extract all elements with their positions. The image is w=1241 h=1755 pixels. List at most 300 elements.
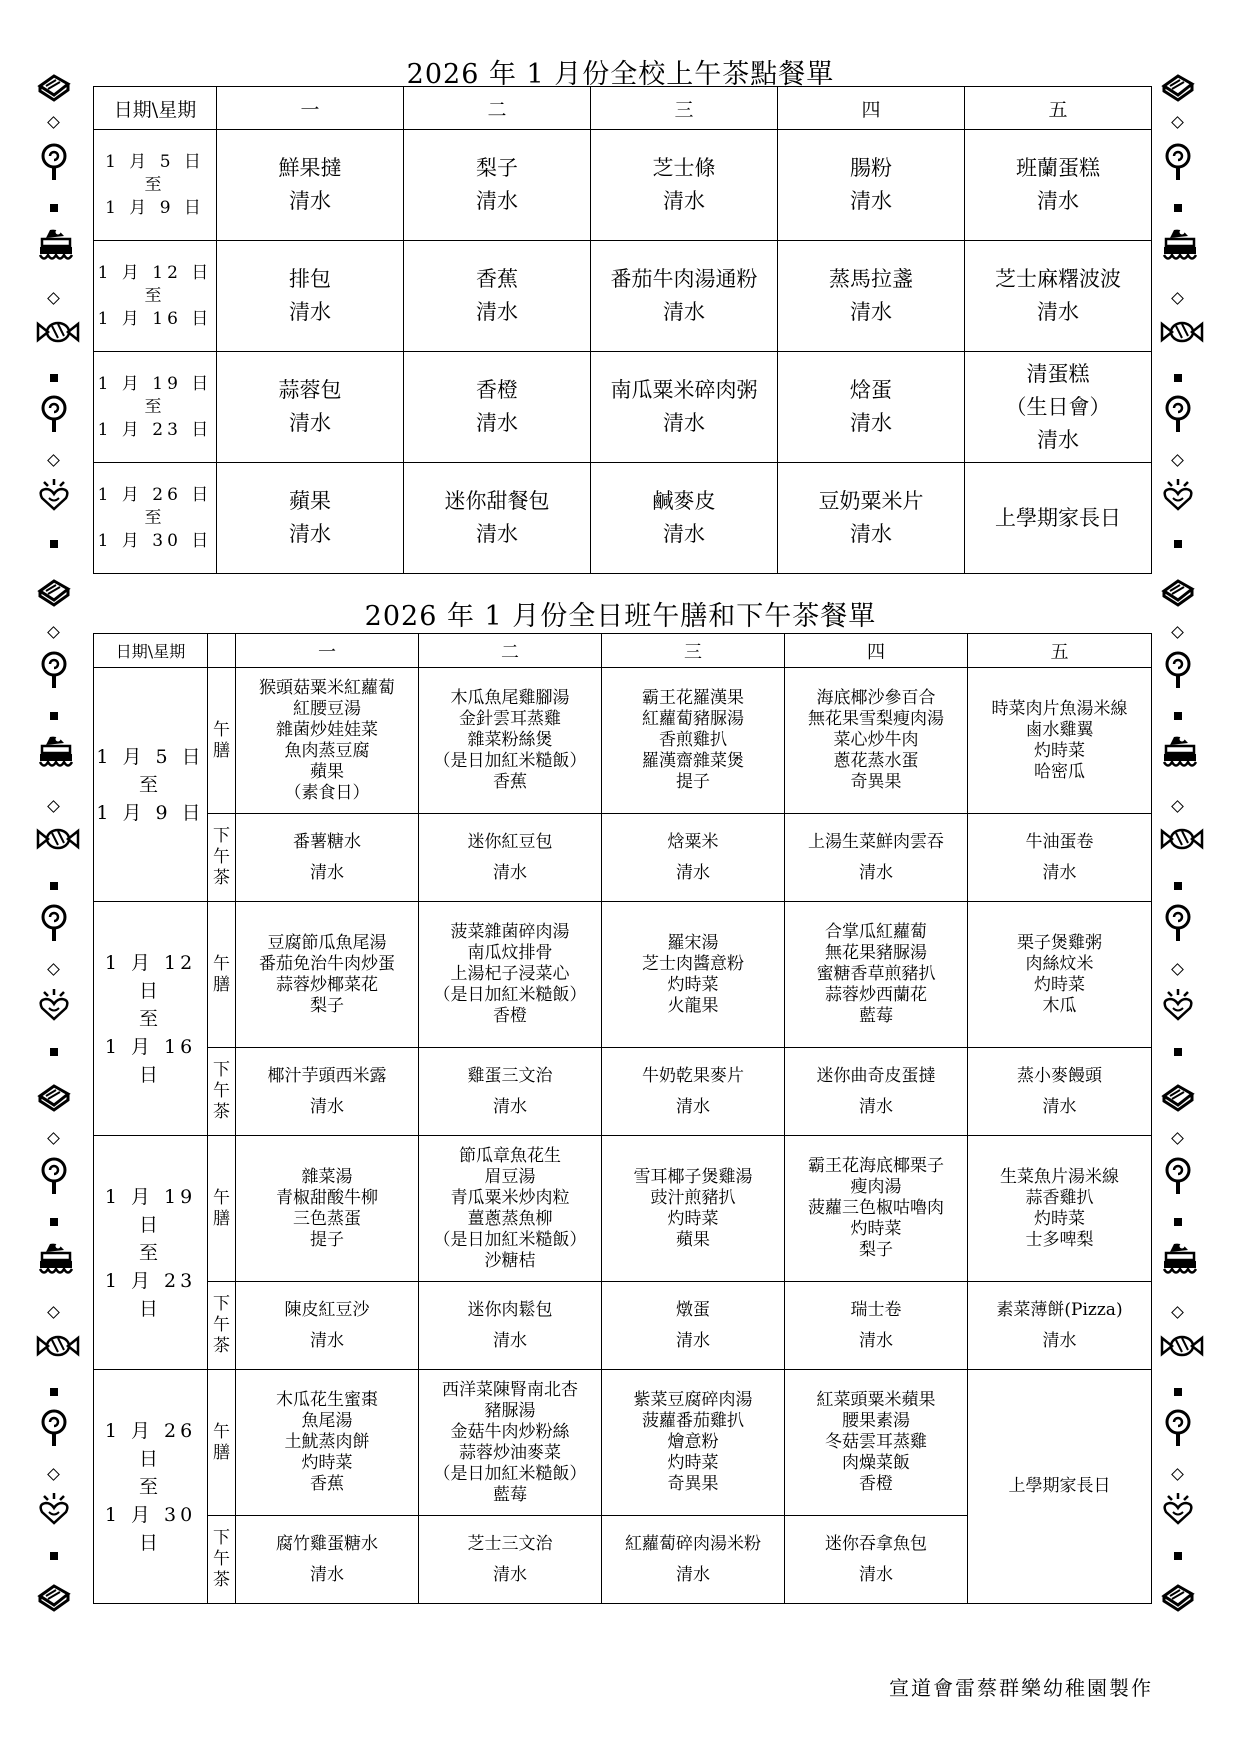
lunch-cell xyxy=(236,902,419,1048)
menu-line: 清水 xyxy=(310,1096,344,1117)
cake-icon xyxy=(1160,1240,1204,1280)
tea-cell xyxy=(785,1282,968,1370)
menu-line: 上湯生菜鮮肉雲吞 xyxy=(808,831,944,852)
header-meal-type xyxy=(208,634,236,668)
menu-line: 1 月 19 日 xyxy=(97,373,213,394)
menu-line: 膳 xyxy=(213,1442,230,1463)
menu-line: 蔥花蒸水蛋 xyxy=(833,751,919,771)
menu-line: 午 xyxy=(213,719,230,740)
menu-line: 茶 xyxy=(213,868,230,888)
menu-line: 瑞士卷 xyxy=(850,1299,902,1320)
dot-icon xyxy=(1174,1218,1182,1226)
diamond-icon xyxy=(47,1468,60,1481)
menu-line: 紫菜豆腐碎肉湯 xyxy=(633,1390,753,1410)
menu-line: 香蕉 xyxy=(476,267,518,291)
menu-line: 陳皮紅豆沙 xyxy=(284,1299,370,1320)
menu-line: 蘋果 xyxy=(676,1229,710,1250)
cake-icon xyxy=(36,1240,80,1280)
menu-line: 灼時菜 xyxy=(1034,740,1085,761)
menu-line: 金菇牛肉炒粉絲 xyxy=(450,1421,570,1442)
lunch-cell xyxy=(785,902,968,1048)
menu-line: （是日加紅米糙飯） xyxy=(433,1463,587,1484)
menu-line: 清水 xyxy=(289,411,331,435)
dot-icon xyxy=(1174,712,1182,720)
menu-line: 清水 xyxy=(493,1564,527,1585)
menu-line: 茶 xyxy=(213,1102,230,1122)
week-date-range xyxy=(94,1136,208,1370)
dot-icon xyxy=(50,1048,58,1056)
menu-line: 雪耳椰子煲雞湯 xyxy=(633,1166,753,1187)
week-date-range xyxy=(94,463,217,574)
week-date-range xyxy=(94,902,208,1136)
candy-icon xyxy=(36,1332,80,1372)
menu-line: 豬脲湯 xyxy=(484,1400,536,1421)
lunch-label xyxy=(208,902,236,1048)
snack-cell xyxy=(404,241,591,352)
menu-line: 奇異果 xyxy=(850,772,902,792)
lunch-cell xyxy=(236,1136,419,1282)
lunch-cell xyxy=(785,1370,968,1516)
header-day: 二 xyxy=(404,87,591,130)
book-icon xyxy=(36,573,80,613)
dot-icon xyxy=(50,882,58,890)
header-date: 日期\星期 xyxy=(94,87,217,130)
menu-line: （素食日） xyxy=(284,782,370,803)
menu-line: 紅蘿蔔豬脲湯 xyxy=(642,709,744,729)
snack-menu-table xyxy=(93,86,1152,574)
snack-cell xyxy=(591,130,778,241)
menu-line: 燉蛋 xyxy=(676,1299,710,1320)
book-icon xyxy=(1160,68,1204,108)
menu-line: 膳 xyxy=(213,1208,230,1229)
table-row xyxy=(94,463,1152,574)
tea-row xyxy=(94,814,1152,902)
lollipop-icon xyxy=(1160,394,1204,434)
menu-line: 芝士肉醬意粉 xyxy=(642,953,744,974)
menu-line: 清水 xyxy=(310,1330,344,1351)
menu-line: 鹵水雞翼 xyxy=(1025,719,1094,740)
lunch-row xyxy=(94,902,1152,1048)
menu-line: 清水 xyxy=(850,411,892,435)
lollipop-icon xyxy=(36,1408,80,1448)
menu-line: 提子 xyxy=(676,772,710,792)
menu-line: 清水 xyxy=(1037,300,1079,324)
menu-line: 清水 xyxy=(850,522,892,546)
menu-line: 薑蔥蒸魚柳 xyxy=(467,1208,553,1229)
menu-line: 雜菜湯 xyxy=(301,1166,353,1187)
menu-line: （生日會） xyxy=(1005,394,1111,419)
menu-line: 清水 xyxy=(676,1096,710,1117)
header-date: 日期\星期 xyxy=(94,634,208,668)
menu-line: 灼時菜 xyxy=(667,1453,719,1473)
menu-line: 1 月 30 日 xyxy=(104,1503,197,1554)
menu-line: 豆奶粟米片 xyxy=(818,489,924,513)
diamond-icon xyxy=(47,454,60,467)
menu-line: 奇異果 xyxy=(667,1474,719,1494)
table-row xyxy=(94,241,1152,352)
lunch-cell xyxy=(419,668,602,814)
diamond-icon xyxy=(47,1306,60,1319)
menu-line: 腸粉 xyxy=(850,156,892,180)
candy-icon xyxy=(1160,318,1204,358)
book-icon xyxy=(36,1078,80,1118)
menu-line: 下 xyxy=(213,826,230,846)
snack-cell xyxy=(217,130,404,241)
tea-cell xyxy=(602,814,785,902)
book-icon xyxy=(1160,573,1204,613)
header-day: 四 xyxy=(778,87,965,130)
menu-line: （是日加紅米糙飯） xyxy=(433,751,587,771)
snack-cell xyxy=(778,352,965,463)
smile-heart-icon xyxy=(1160,1490,1204,1530)
lunch-cell xyxy=(236,668,419,814)
dot-icon xyxy=(1174,540,1182,548)
tea-cell xyxy=(968,1048,1152,1136)
diamond-icon xyxy=(1171,1306,1184,1319)
menu-line: 羅宋湯 xyxy=(667,932,719,953)
diamond-icon xyxy=(47,1132,60,1145)
candy-icon xyxy=(36,825,80,865)
menu-line: 無花果雪梨瘦肉湯 xyxy=(808,709,944,729)
menu-line: 椰汁芋頭西米露 xyxy=(267,1065,387,1086)
lunch-cell xyxy=(419,1370,602,1516)
menu-line: 1 月 19 日 xyxy=(104,1185,197,1236)
snack-cell xyxy=(965,463,1152,574)
menu-line: 清水 xyxy=(676,1330,710,1351)
week-date-range xyxy=(94,130,217,241)
meal-menu-title: 2026 年 1 月份全日班午膳和下午茶餐單 xyxy=(364,601,877,632)
menu-line: 眉豆湯 xyxy=(484,1166,536,1187)
lollipop-icon xyxy=(1160,650,1204,690)
candy-icon xyxy=(1160,1332,1204,1372)
tea-cell xyxy=(968,814,1152,902)
menu-line: 至 xyxy=(138,1241,162,1264)
menu-line: 時菜肉片魚湯米線 xyxy=(991,698,1128,719)
cake-icon xyxy=(1160,226,1204,266)
menu-line: 芝士三文治 xyxy=(467,1533,553,1554)
lunch-cell xyxy=(785,668,968,814)
header-day: 三 xyxy=(591,87,778,130)
menu-line: 霸王花羅漢果 xyxy=(642,688,744,708)
menu-line: 青椒甜酸牛柳 xyxy=(276,1187,378,1208)
book-icon xyxy=(36,68,80,108)
lunch-cell xyxy=(602,1370,785,1516)
menu-line: 膳 xyxy=(213,974,230,995)
menu-line: 至 xyxy=(138,1475,162,1498)
diamond-icon xyxy=(1171,116,1184,129)
menu-line: 菠蘿三色椒咕嚕肉 xyxy=(808,1198,944,1218)
dot-icon xyxy=(1174,204,1182,212)
menu-line: 1 月 9 日 xyxy=(105,197,205,218)
menu-line: 菜心炒牛肉 xyxy=(833,730,919,750)
diamond-icon xyxy=(1171,1468,1184,1481)
menu-line: 下 xyxy=(213,1294,230,1314)
dot-icon xyxy=(50,1388,58,1396)
menu-line: 午 xyxy=(213,953,230,974)
lunch-row xyxy=(94,668,1152,814)
dot-icon xyxy=(1174,882,1182,890)
book-icon xyxy=(36,1578,80,1618)
menu-line: 藍莓 xyxy=(493,1484,527,1505)
menu-line: 清水 xyxy=(310,862,344,883)
menu-line: 午 xyxy=(213,1187,230,1208)
menu-line: 午 xyxy=(213,1549,230,1569)
menu-line: 灼時菜 xyxy=(667,1208,719,1229)
lunch-row xyxy=(94,1370,1152,1516)
lunch-row xyxy=(94,1136,1152,1282)
cake-icon xyxy=(1160,733,1204,773)
menu-line: 香蕉 xyxy=(310,1474,344,1494)
menu-line: 香煎雞扒 xyxy=(659,730,727,750)
menu-line: 南瓜粟米碎肉粥 xyxy=(610,378,758,402)
menu-line: 蒜蓉炒椰菜花 xyxy=(276,974,378,995)
menu-line: 芝士麻糬波波 xyxy=(995,267,1121,291)
menu-line: 清水 xyxy=(850,300,892,324)
menu-line: 土魷蒸肉餅 xyxy=(284,1432,370,1452)
tea-row xyxy=(94,1048,1152,1136)
menu-line: 瘦肉湯 xyxy=(850,1177,902,1197)
menu-line: 燴意粉 xyxy=(667,1432,719,1452)
lollipop-icon xyxy=(36,1156,80,1196)
diamond-icon xyxy=(47,800,60,813)
menu-line: 鹹麥皮 xyxy=(652,489,716,513)
menu-line: 茶 xyxy=(213,1336,230,1356)
candy-icon xyxy=(36,318,80,358)
dot-icon xyxy=(50,204,58,212)
menu-line: 焓粟米 xyxy=(667,831,719,852)
lunch-cell xyxy=(968,668,1152,814)
menu-line: 清水 xyxy=(476,522,518,546)
menu-line: 清蛋糕 xyxy=(1026,361,1090,386)
menu-line: 午 xyxy=(213,1081,230,1101)
menu-line: 蘋果 xyxy=(289,489,331,513)
menu-line: 蒜蓉炒油麥菜 xyxy=(459,1442,561,1463)
menu-line: 青瓜粟米炒肉粒 xyxy=(450,1187,570,1208)
snack-cell xyxy=(217,241,404,352)
header-day: 一 xyxy=(236,634,419,668)
menu-line: 清水 xyxy=(493,862,527,883)
lunch-cell xyxy=(602,1136,785,1282)
menu-line: 雜菜粉絲煲 xyxy=(467,730,553,750)
menu-line: 迷你吞拿魚包 xyxy=(825,1533,927,1554)
dot-icon xyxy=(50,540,58,548)
menu-line: 豆腐節瓜魚尾湯 xyxy=(267,932,387,953)
menu-line: 1 月 30 日 xyxy=(97,530,213,551)
menu-line: 清水 xyxy=(1037,427,1079,452)
lunch-label xyxy=(208,1136,236,1282)
menu-line: 蒜蓉包 xyxy=(278,378,342,402)
table-row xyxy=(94,352,1152,463)
menu-line: 香橙 xyxy=(493,1006,527,1026)
menu-line: 1 月 12 日 xyxy=(97,262,213,283)
menu-line: 栗子煲雞粥 xyxy=(1017,932,1102,953)
lunch-cell xyxy=(602,668,785,814)
credit-text: 宣道會雷蔡群樂幼稚園製作 xyxy=(889,1676,1153,1700)
tea-cell xyxy=(785,1516,968,1604)
menu-line: 1 月 12 日 xyxy=(104,951,197,1002)
header-day: 五 xyxy=(968,634,1152,668)
tea-label xyxy=(208,1516,236,1604)
tea-cell xyxy=(236,1048,419,1136)
menu-line: 清水 xyxy=(676,862,710,883)
header-day: 三 xyxy=(602,634,785,668)
week-date-range xyxy=(94,668,208,902)
menu-line: 香橙 xyxy=(859,1474,893,1494)
menu-line: 1 月 16 日 xyxy=(104,1035,197,1086)
cake-icon xyxy=(36,733,80,773)
menu-line: 肉絲炆米 xyxy=(1025,953,1094,974)
menu-line: 提子 xyxy=(310,1229,344,1250)
snack-cell xyxy=(778,241,965,352)
lollipop-icon xyxy=(1160,1408,1204,1448)
menu-line: 雞蛋三文治 xyxy=(467,1065,553,1086)
menu-line: 蒸小麥饅頭 xyxy=(1017,1065,1102,1086)
menu-line: 紅蘿蔔碎肉湯米粉 xyxy=(625,1533,761,1554)
snack-cell xyxy=(591,463,778,574)
menu-line: 南瓜炆排骨 xyxy=(467,943,553,963)
diamond-icon xyxy=(47,116,60,129)
menu-line: 梨子 xyxy=(859,1240,893,1260)
menu-line: 紅腰豆湯 xyxy=(293,698,361,719)
menu-line: 豉汁煎豬扒 xyxy=(650,1187,736,1208)
menu-line: 清水 xyxy=(493,1096,527,1117)
tea-cell xyxy=(236,814,419,902)
dot-icon xyxy=(50,1218,58,1226)
week-date-range xyxy=(94,241,217,352)
menu-line: 清水 xyxy=(289,300,331,324)
menu-line: 番薯糖水 xyxy=(293,831,361,852)
snack-cell xyxy=(217,463,404,574)
lunch-cell xyxy=(419,1136,602,1282)
lunch-label xyxy=(208,668,236,814)
smile-heart-icon xyxy=(1160,476,1204,516)
menu-line: 木瓜花生蜜棗 xyxy=(276,1390,378,1410)
menu-line: 清水 xyxy=(1042,1096,1077,1117)
lollipop-icon xyxy=(1160,903,1204,943)
header-day: 二 xyxy=(419,634,602,668)
menu-line: 1 月 23 日 xyxy=(97,419,213,440)
menu-line: 合掌瓜紅蘿蔔 xyxy=(825,922,927,942)
menu-line: 1 月 23 日 xyxy=(104,1269,197,1320)
menu-line: 生菜魚片湯米線 xyxy=(1000,1166,1119,1187)
tea-cell xyxy=(236,1516,419,1604)
menu-line: 梨子 xyxy=(476,156,518,180)
diamond-icon xyxy=(47,963,60,976)
menu-line: 茶 xyxy=(213,1570,230,1590)
menu-line: 午 xyxy=(213,1315,230,1335)
candy-icon xyxy=(1160,825,1204,865)
menu-line: 無花果豬脲湯 xyxy=(825,943,927,963)
menu-line: 膳 xyxy=(213,740,230,761)
menu-line: 猴頭菇粟米紅蘿蔔 xyxy=(259,677,395,698)
tea-cell xyxy=(968,1282,1152,1370)
menu-line: 清水 xyxy=(850,189,892,213)
lunch-label xyxy=(208,1370,236,1516)
tea-label xyxy=(208,1282,236,1370)
tea-cell xyxy=(236,1282,419,1370)
menu-line: 清水 xyxy=(476,300,518,324)
menu-line: 下 xyxy=(213,1528,230,1548)
menu-line: 冬菇雲耳蒸雞 xyxy=(825,1432,927,1452)
lunch-cell xyxy=(785,1136,968,1282)
menu-line: 木瓜 xyxy=(1042,995,1077,1016)
dot-icon xyxy=(1174,1048,1182,1056)
menu-line: 清水 xyxy=(859,862,893,883)
snack-cell xyxy=(591,352,778,463)
menu-line: 清水 xyxy=(476,411,518,435)
snack-cell xyxy=(591,241,778,352)
snack-cell xyxy=(965,130,1152,241)
menu-line: 上學期家長日 xyxy=(995,505,1121,530)
menu-line: 菠蘿番茄雞扒 xyxy=(642,1411,744,1431)
menu-line: 蜜糖香草煎豬扒 xyxy=(816,964,936,984)
menu-line: 至 xyxy=(144,174,166,195)
lunch-cell xyxy=(602,902,785,1048)
tea-cell xyxy=(419,814,602,902)
smile-heart-icon xyxy=(1160,986,1204,1026)
menu-line: 腰果素湯 xyxy=(842,1411,910,1431)
menu-line: 士多啤梨 xyxy=(1025,1229,1094,1250)
menu-line: 灼時菜 xyxy=(667,974,719,995)
menu-line: 節瓜章魚花生 xyxy=(459,1145,561,1166)
menu-line: 蒜香雞扒 xyxy=(1025,1187,1094,1208)
dot-icon xyxy=(50,712,58,720)
menu-line: 海底椰沙參百合 xyxy=(816,688,936,708)
menu-line: 灼時菜 xyxy=(301,1453,353,1473)
dot-icon xyxy=(1174,374,1182,382)
menu-line: 至 xyxy=(144,285,166,306)
menu-line: 清水 xyxy=(1042,1330,1077,1351)
menu-line: 灼時菜 xyxy=(1034,974,1085,995)
menu-line: 下 xyxy=(213,1060,230,1080)
menu-line: 灼時菜 xyxy=(850,1219,902,1239)
menu-line: 清水 xyxy=(676,1564,710,1585)
menu-line: 哈密瓜 xyxy=(1034,761,1085,782)
menu-line: 蒸馬拉盞 xyxy=(829,267,913,291)
menu-line: 清水 xyxy=(663,411,705,435)
menu-line: 午 xyxy=(213,847,230,867)
menu-line: 1 月 5 日 xyxy=(96,745,205,768)
menu-line: 1 月 26 日 xyxy=(104,1419,197,1470)
menu-line: 清水 xyxy=(310,1564,344,1585)
tea-cell xyxy=(419,1048,602,1136)
menu-line: 梨子 xyxy=(310,995,344,1016)
menu-line: 沙糖桔 xyxy=(484,1250,536,1271)
smile-heart-icon xyxy=(36,986,80,1026)
menu-line: 香蕉 xyxy=(493,772,527,792)
menu-line: 清水 xyxy=(859,1096,893,1117)
menu-line: 上湯杞子浸菜心 xyxy=(450,964,570,984)
menu-line: 清水 xyxy=(663,189,705,213)
menu-line: 香橙 xyxy=(476,378,518,402)
menu-line: 霸王花海底椰栗子 xyxy=(808,1156,944,1176)
book-icon xyxy=(1160,1578,1204,1618)
snack-menu-title: 2026 年 1 月份全校上午茶點餐單 xyxy=(406,59,835,90)
snack-cell xyxy=(778,463,965,574)
menu-line: 至 xyxy=(138,773,162,796)
menu-line: 魚肉蒸豆腐 xyxy=(284,740,370,761)
menu-line: 迷你紅豆包 xyxy=(467,831,553,852)
menu-line: 排包 xyxy=(289,267,331,291)
meal-menu-table xyxy=(93,633,1152,1604)
menu-line: 清水 xyxy=(289,522,331,546)
menu-line: 牛油蛋卷 xyxy=(1025,831,1094,852)
tea-cell xyxy=(785,1048,968,1136)
menu-line: 至 xyxy=(144,507,166,528)
lunch-cell xyxy=(968,1136,1152,1282)
menu-line: 菠菜雜菌碎肉湯 xyxy=(450,922,570,942)
snack-cell xyxy=(778,130,965,241)
